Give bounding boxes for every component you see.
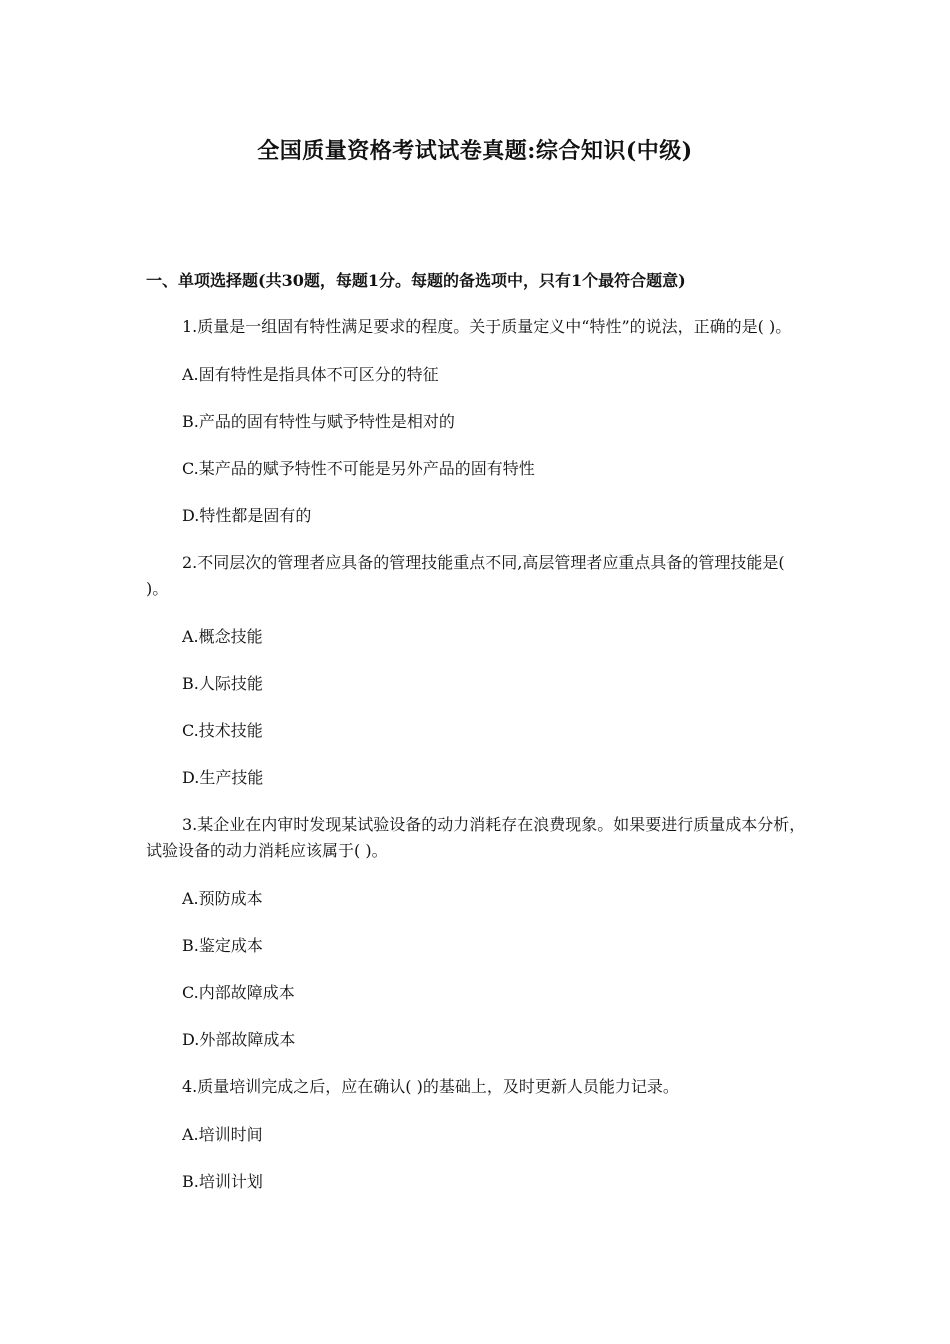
option-a: A.概念技能	[182, 627, 263, 646]
question-block-3	[146, 812, 810, 1053]
option-c: C.技术技能	[182, 721, 263, 740]
option-b: B.人际技能	[182, 674, 263, 693]
document-title: 全国质量资格考试试卷真题:综合知识(中级)	[257, 138, 693, 164]
option-b: B.鉴定成本	[182, 936, 263, 955]
document-body	[146, 268, 810, 1216]
section-heading: 一、单项选择题(共30题，每题1分。每题的备选项中，只有1个最符合题意)	[146, 271, 686, 290]
option-a: A.培训时间	[182, 1125, 263, 1144]
question-block-1	[146, 314, 810, 529]
question-text: 3.某企业在内审时发现某试验设备的动力消耗存在浪费现象。如果要进行质量成本分析，试验设备的动力消耗应该属于( )。	[146, 815, 806, 860]
option-a: A.预防成本	[182, 889, 263, 908]
option-d: D.外部故障成本	[182, 1030, 296, 1049]
question-text: 4.质量培训完成之后，应在确认( )的基础上，及时更新人员能力记录。	[182, 1077, 679, 1096]
option-b: B.产品的固有特性与赋予特性是相对的	[182, 412, 455, 431]
question-text: 2.不同层次的管理者应具备的管理技能重点不同,高层管理者应重点具备的管理技能是( )。	[146, 553, 785, 598]
option-b: B.培训计划	[182, 1172, 263, 1191]
question-text: 1.质量是一组固有特性满足要求的程度。关于质量定义中“特性”的说法，正确的是( )。	[182, 317, 792, 336]
option-c: C.某产品的赋予特性不可能是另外产品的固有特性	[182, 459, 535, 478]
question-block-4	[146, 1074, 810, 1195]
option-c: C.内部故障成本	[182, 983, 295, 1002]
option-d: D.特性都是固有的	[182, 506, 312, 525]
question-block-2	[146, 550, 810, 791]
option-d: D.生产技能	[182, 768, 264, 787]
option-a: A.固有特性是指具体不可区分的特征	[182, 365, 439, 384]
